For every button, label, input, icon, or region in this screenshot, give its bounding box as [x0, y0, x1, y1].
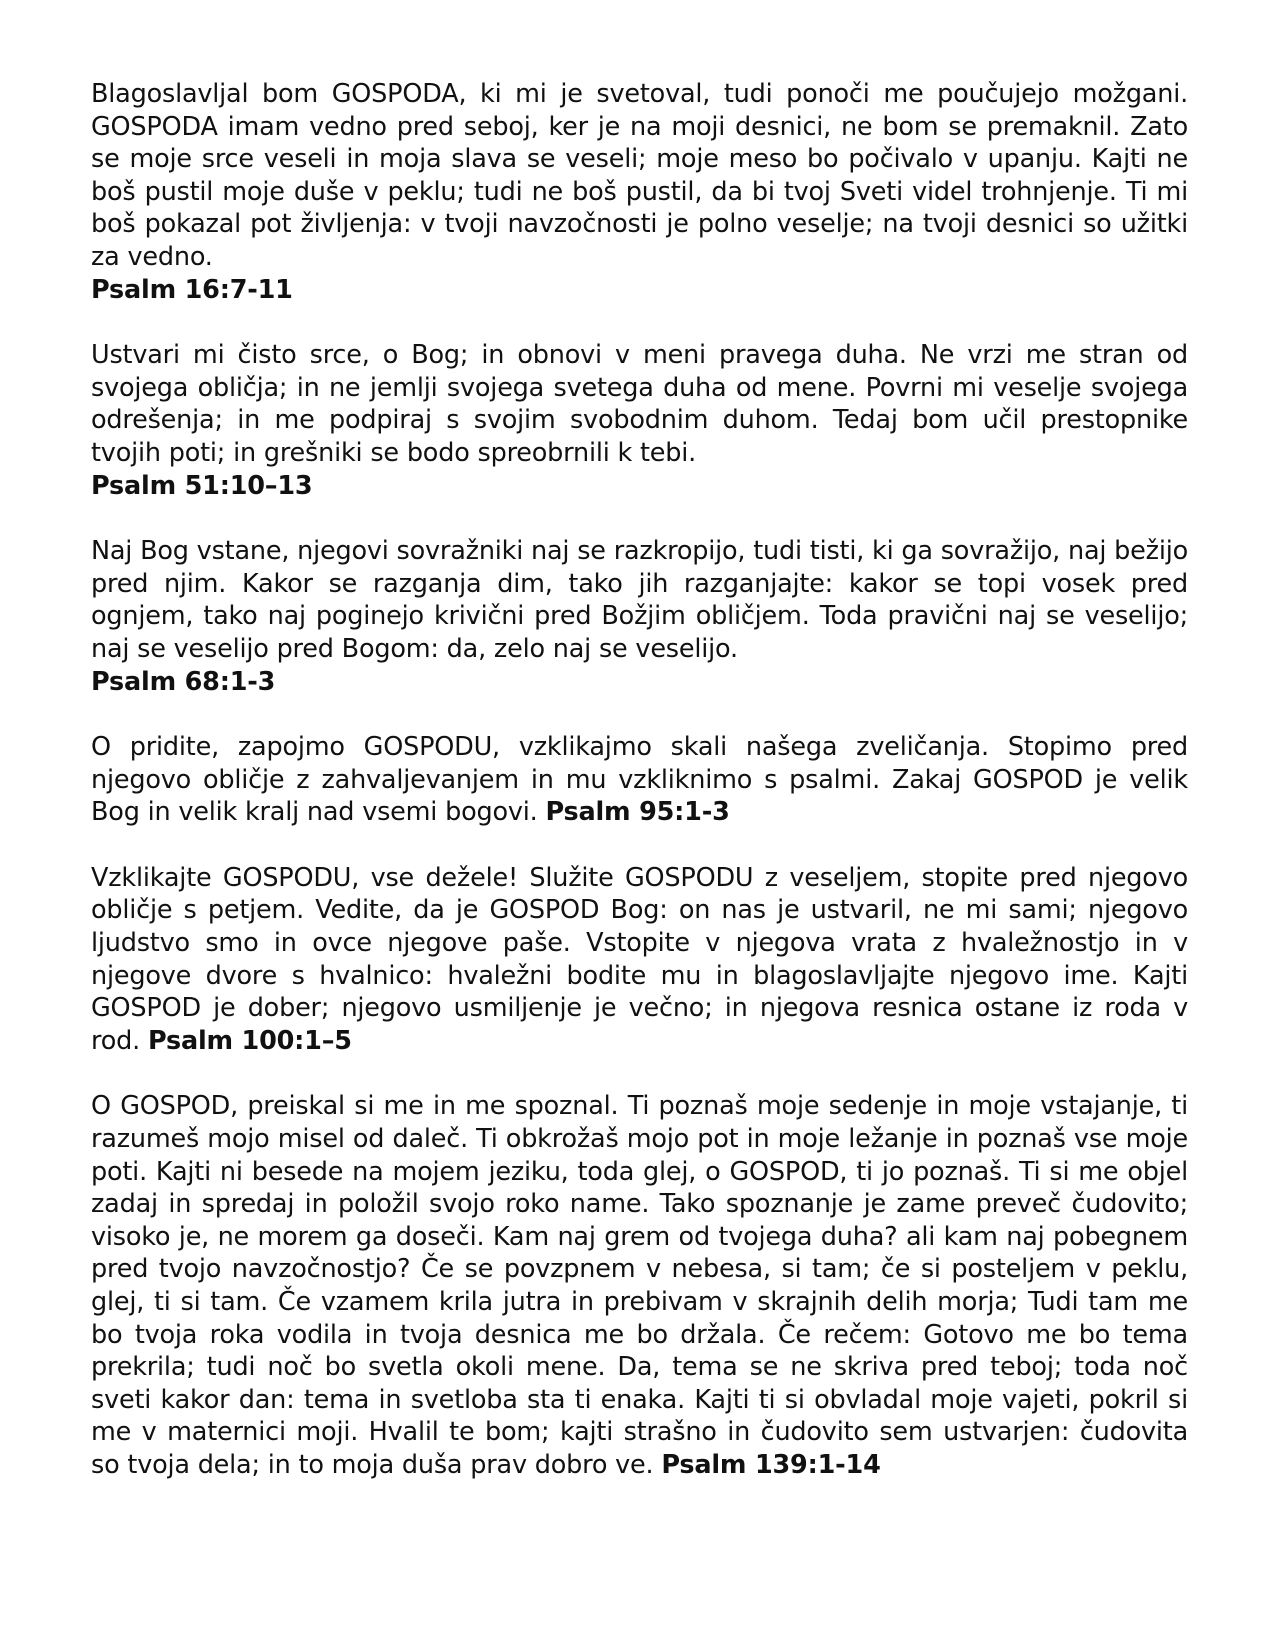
- passage-reference: Psalm 68:1-3: [91, 666, 276, 697]
- passage-psalm-100: [91, 862, 1188, 1058]
- passage-text: Naj Bog vstane, njegovi sovražniki naj se razkropijo, tudi tisti, ki ga sovražijo, naj bežijo pred njim. Kakor se razganja dim, tako jih razganjajte: kakor se topi vosek pred ognjem, tako naj poginejo krivični pred Božjim obličjem. Toda pravični naj se veselijo; naj se veselijo pred Bogom: da, zelo naj se veselijo.: [91, 536, 1188, 664]
- passage-text: Vzklikajte GOSPODU, vse dežele! Služite GOSPODU z veseljem, stopite pred njegovo obličje s petjem. Vedite, da je GOSPOD Bog: on nas je ustvaril, ne mi sami; njegovo ljudstvo smo in ovce njegove paše. Vstopite v njegova vrata z hvaležnostjo in v njegove dvore s hvalnico: hvaležni bodite mu in blagoslavljajte njegovo ime. Kajti GOSPOD je dober; njegovo usmiljenje je večno; in njegova resnica ostane iz roda v rod.: [91, 862, 1188, 1056]
- passage-text: O GOSPOD, preiskal si me in me spoznal. Ti poznaš moje sedenje in moje vstajanje, ti razumeš mojo misel od daleč. Ti obkrožaš mojo pot in moje ležanje in poznaš vse moje poti. Kajti ni besede na mojem jeziku, toda glej, o GOSPOD, ti jo poznaš. Ti si me objel zadaj in spredaj in položil svojo roko name. Tako spoznanje je zame preveč čudovito; visoko je, ne morem ga doseči. Kam naj grem od tvojega duha? ali kam naj pobegnem pred tvojo navzočnostjo? Če se povzpnem v nebesa, si tam; če si posteljem v peklu, glej, ti si tam. Če vzamem krila jutra in prebivam v skrajnih delih morja; Tudi tam me bo tvoja roka vodila in tvoja desnica me bo držala. Če rečem: Gotovo me bo tema prekrila; tudi noč bo svetla okoli mene. Da, tema se ne skriva pred teboj; toda noč sveti kakor dan: tema in svetloba sta ti enaka. Kajti ti si obvladal moje vajeti, pokril si me v maternici moji. Hvalil te bom; kajti strašno in čudovito sem ustvarjen: čudovita so tvoja dela; in to moja duša prav dobro ve.: [91, 1091, 1188, 1480]
- passage-reference: Psalm 139:1-14: [661, 1449, 881, 1480]
- passage-psalm-16: [91, 78, 1188, 306]
- passage-psalm-139: [91, 1090, 1188, 1481]
- passage-reference: Psalm 51:10–13: [91, 470, 313, 501]
- passage-psalm-95: [91, 731, 1188, 829]
- passage-text: Blagoslavljal bom GOSPODA, ki mi je svetoval, tudi ponoči me poučujejo možgani. GOSPODA imam vedno pred seboj, ker je na moji desnici, ne bom se premaknil. Zato se moje srce veseli in moja slava se veseli; moje meso bo počivalo v upanju. Kajti ne boš pustil moje duše v peklu; tudi ne boš pustil, da bi tvoj Sveti videl trohnjenje. Ti mi boš pokazal pot življenja: v tvoji navzočnosti je polno veselje; na tvoji desnici so užitki za vedno.: [91, 79, 1188, 272]
- passage-psalm-51: [91, 339, 1188, 502]
- passage-reference: Psalm 16:7-11: [91, 274, 293, 305]
- passage-reference: Psalm 95:1-3: [545, 797, 730, 828]
- passage-text: O pridite, zapojmo GOSPODU, vzklikajmo skali našega zveličanja. Stopimo pred njegovo obličje z zahvaljevanjem in mu vzkliknimo s psalmi. Zakaj GOSPOD je velik Bog in velik kralj nad vsemi bogovi.: [91, 732, 1188, 828]
- passage-reference: Psalm 100:1–5: [147, 1025, 352, 1056]
- passage-psalm-68: [91, 535, 1188, 698]
- passage-text: Ustvari mi čisto srce, o Bog; in obnovi v meni pravega duha. Ne vrzi me stran od svojega obličja; in ne jemlji svojega svetega duha od mene. Povrni mi veselje svojega odrešenja; in me podpiraj s svojim svobodnim duhom. Tedaj bom učil prestopnike tvojih poti; in grešniki se bodo spreobrnili k tebi.: [91, 340, 1188, 468]
